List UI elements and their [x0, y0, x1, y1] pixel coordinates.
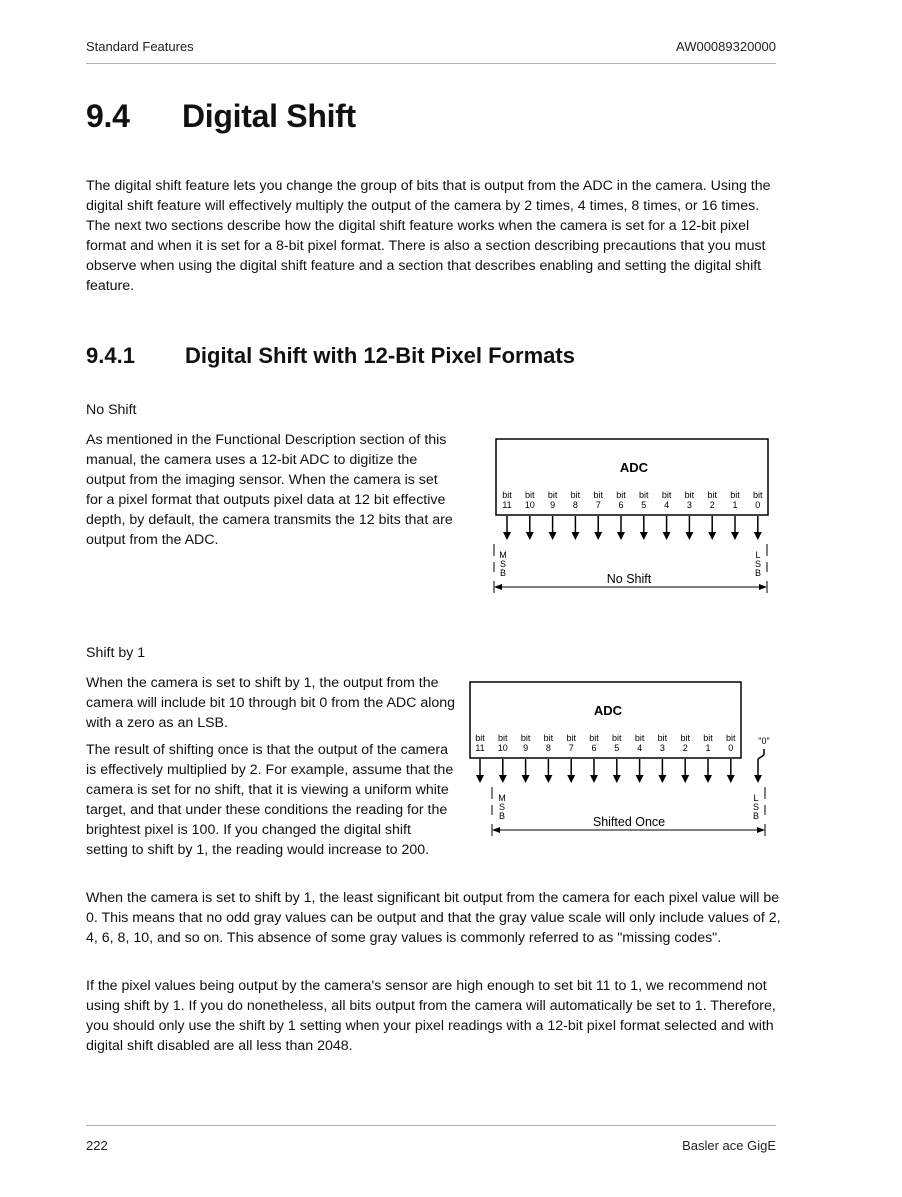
bit-word: bit	[525, 490, 535, 500]
section-heading	[86, 98, 356, 135]
bit-word: bit	[661, 490, 672, 500]
bit-number: 3	[686, 500, 692, 510]
svg-text:B: B	[498, 811, 506, 821]
shift-once-diagram	[464, 679, 776, 839]
bit-arrow-head	[499, 775, 507, 783]
footer-product-name: Basler ace GigE	[682, 1138, 776, 1153]
diagram-caption: Shifted Once	[592, 815, 666, 829]
svg-text:S: S	[754, 559, 762, 569]
shift-by-1-heading: Shift by 1	[86, 645, 146, 661]
subsection-title: Digital Shift with 12-Bit Pixel Formats	[185, 343, 575, 368]
bit-number: 4	[664, 500, 670, 510]
bit-word: bit	[657, 733, 668, 743]
bit-word: bit	[547, 490, 558, 500]
bit-number: 7	[595, 500, 601, 510]
bit-word: bit	[612, 733, 622, 743]
svg-text:B: B	[754, 568, 762, 578]
bit-word: bit	[570, 490, 581, 500]
bit-arrow-head	[544, 775, 552, 783]
bit-word: bit	[753, 490, 763, 500]
adc-box	[470, 682, 741, 758]
msb-marker	[492, 787, 506, 821]
bit-word: bit	[634, 733, 645, 743]
bit-number: 8	[545, 743, 551, 753]
shift-by-1-paragraph-1: When the camera is set to shift by 1, the output from the camera will include bit 10 through bit 0 from the ADC along with a zero as an LSB.	[86, 675, 456, 731]
header-rule	[86, 63, 776, 64]
bit-word: bit	[639, 490, 649, 500]
bit-number: 3	[659, 743, 665, 753]
bit-word: bit	[703, 733, 713, 743]
bit-arrow-head	[658, 775, 666, 783]
header-section-name: Standard Features	[86, 39, 194, 54]
lsb-marker	[755, 544, 767, 578]
diagram-caption: No Shift	[606, 572, 652, 586]
bit-number: 5	[641, 500, 647, 510]
bit-arrow-head	[681, 775, 689, 783]
subsection-heading	[86, 343, 575, 369]
svg-text:S: S	[752, 802, 760, 812]
bit-number: 5	[614, 743, 620, 753]
bit-number: 10	[524, 500, 535, 510]
bit-arrow-head	[526, 532, 534, 540]
bit-number: 6	[618, 500, 624, 510]
bit-arrow-head	[727, 775, 735, 783]
bit-arrow-head	[708, 532, 716, 540]
bit-word: bit	[616, 490, 626, 500]
bit-number: 2	[682, 743, 688, 753]
svg-text:L: L	[755, 550, 761, 560]
no-shift-paragraph: As mentioned in the Functional Description section of this manual, the camera uses a 12-bit ADC to digitize the output from the imaging sensor. When the camera is set for a pixel format that outputs pixel data at 12 bit effective depth, by default, the camera transmits the 12 bits that are output from the ADC.	[86, 432, 453, 548]
bit-number: 0	[728, 743, 734, 753]
shift-by-1-paragraph-4: If the pixel values being output by the camera's sensor are high enough to set bit 11 to 1, we recommend not using shift by 1. If you do nonetheless, all bits output from the camera will automatically be set to 1. Therefore, you should only use the shift by 1 setting when your pixel readings with a 12-bit pixel format selected and with digital shift disabled are all less than 2048.	[86, 978, 776, 1054]
intro-paragraph: The digital shift feature lets you change the group of bits that is output from the ADC in the camera. Using the digital shift feature will effectively multiply the output of the camera by 2 times, 4 times, 8 times, or 16 times. The next two sections describe how the digital shift feature works when the camera is set for a 12-bit pixel format and when it is set for a 8-bit pixel format. There is also a section describing precautions that you must observe when using the digital shift feature and a section that describes enabling and setting the digital shift feature.	[86, 178, 771, 294]
bit-word: bit	[502, 490, 512, 500]
bit-arrow-head	[636, 775, 644, 783]
bit-arrow-head	[617, 532, 625, 540]
msb-marker	[494, 544, 507, 578]
bit-number: 6	[591, 743, 597, 753]
bit-number: 9	[550, 500, 556, 510]
bit-word: bit	[543, 733, 554, 743]
section-number: 9.4	[86, 98, 130, 134]
bit-arrow-head	[754, 532, 762, 540]
bit-number: 10	[497, 743, 508, 753]
zero-arrow	[754, 749, 764, 783]
adc-box	[496, 439, 768, 515]
svg-text:B: B	[499, 568, 507, 578]
subsection-number: 9.4.1	[86, 343, 135, 368]
bit-arrow-head	[476, 775, 484, 783]
bit-word: bit	[589, 733, 599, 743]
bit-word: bit	[680, 733, 690, 743]
bit-word: bit	[498, 733, 508, 743]
bit-arrow-head	[571, 532, 579, 540]
bit-arrow-head	[685, 532, 693, 540]
svg-text:M: M	[498, 793, 506, 803]
no-shift-diagram	[490, 436, 775, 596]
bit-word: bit	[593, 490, 603, 500]
page-number: 222	[86, 1138, 108, 1153]
bit-word: bit	[520, 733, 531, 743]
bit-number: 2	[709, 500, 715, 510]
bit-word: bit	[707, 490, 717, 500]
bit-number: 7	[568, 743, 574, 753]
svg-text:B: B	[752, 811, 760, 821]
adc-label: ADC	[593, 703, 623, 718]
svg-text:S: S	[498, 802, 506, 812]
bit-arrow-head	[594, 532, 602, 540]
no-shift-heading: No Shift	[86, 402, 137, 418]
bit-number: 11	[502, 500, 512, 510]
bit-number: 1	[732, 500, 738, 510]
bit-word: bit	[475, 733, 485, 743]
bit-word: bit	[566, 733, 576, 743]
shift-by-1-paragraph-3: When the camera is set to shift by 1, the least significant bit output from the camera for each pixel value will be 0. This means that no odd gray values can be output and that the gray value scale will only include values of 2, 4, 6, 8, 10, and so on. This absence of some gray values is commonly referred to as "missing codes".	[86, 890, 781, 946]
bit-number: 9	[523, 743, 529, 753]
bit-arrow-head	[590, 775, 598, 783]
adc-label: ADC	[619, 460, 649, 475]
bit-arrow-head	[640, 532, 648, 540]
bit-arrow-head	[549, 532, 557, 540]
svg-text:M: M	[499, 550, 507, 560]
section-title: Digital Shift	[182, 98, 356, 134]
shift-by-1-paragraph-2: The result of shifting once is that the output of the camera is effectively multiplied by 2. For example, assume that the camera is set for no shift, that it is viewing a uniform white target, and that under these conditions the reading for the brightest pixel is 100. If you changed the digital shift setting to shift by 1, the reading would increase to 200.	[86, 742, 454, 858]
bit-word: bit	[726, 733, 736, 743]
bit-arrow-head	[613, 775, 621, 783]
bit-arrow-head	[663, 532, 671, 540]
bit-number: 4	[637, 743, 643, 753]
svg-text:L: L	[753, 793, 759, 803]
bit-number: 0	[755, 500, 761, 510]
bit-arrow-head	[503, 532, 511, 540]
bit-number: 11	[475, 743, 485, 753]
bit-word: bit	[730, 490, 740, 500]
zero-label: "0"	[758, 736, 770, 746]
bit-number: 8	[572, 500, 578, 510]
bit-arrow-head	[567, 775, 575, 783]
bit-arrow-head	[704, 775, 712, 783]
bit-arrow-head	[522, 775, 530, 783]
bit-arrow-head	[731, 532, 739, 540]
svg-text:S: S	[499, 559, 507, 569]
header-doc-number: AW00089320000	[676, 39, 776, 54]
footer-rule	[86, 1125, 776, 1126]
bit-number: 1	[705, 743, 711, 753]
bit-word: bit	[684, 490, 695, 500]
lsb-marker	[753, 787, 765, 821]
